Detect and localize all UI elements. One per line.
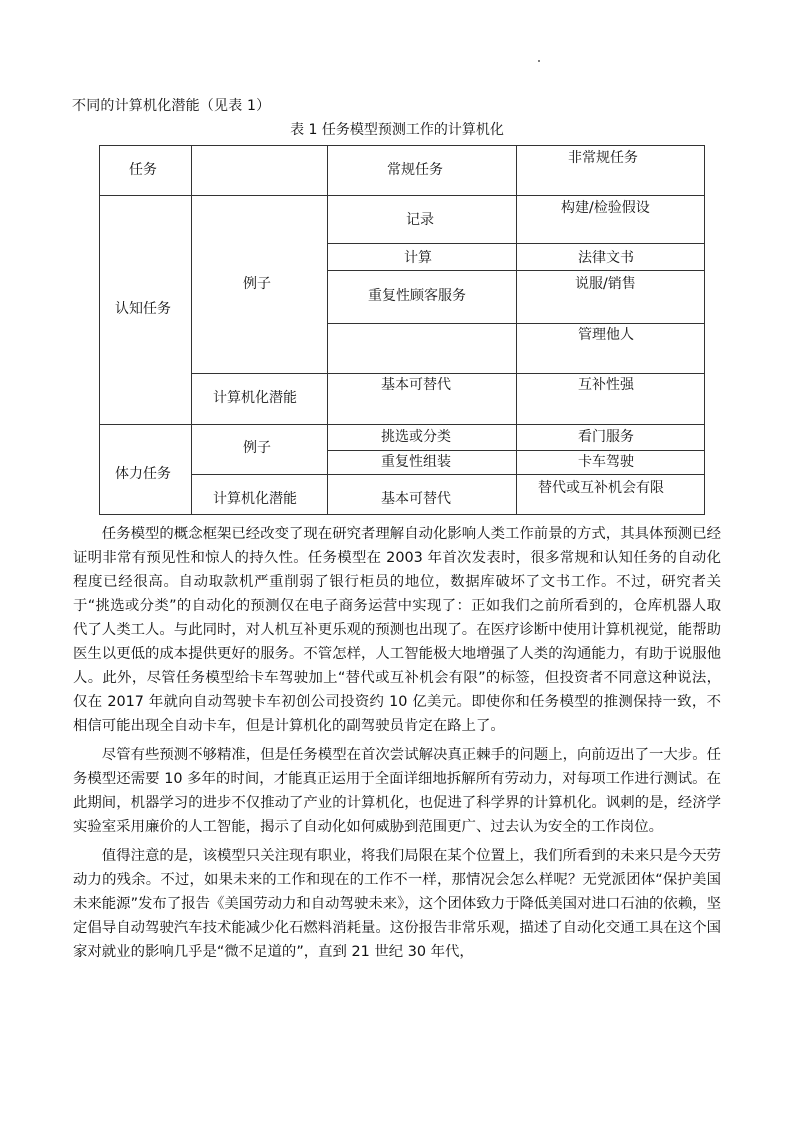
cognitive-potential-label: 计算机化潜能 xyxy=(213,390,297,406)
cognitive-task-label: 认知任务 xyxy=(115,301,171,317)
task-model-table xyxy=(99,145,705,515)
paragraph: 尽管有些预测不够精准，但是任务模型在首次尝试解决真正棘手的问题上，向前迈出了一大步。任务模型还需要 10 多年的时间，才能真正运用于全面详细地拆解所有劳动力，对每项工作进行测试。在此期间，机器学习的进步不仅推动了产业的计算机化，也促进了科学界的计算机化。讽刺的是，经济学实验室采用廉价的人工智能，揭示了自动化如何威胁到范围更广、过去认为安全的工作岗位。 xyxy=(73,747,721,835)
cognitive-nonroutine-example: 说服/销售 xyxy=(575,276,636,292)
physical-routine-example: 重复性组装 xyxy=(381,454,451,470)
table-rule xyxy=(99,195,705,196)
physical-examples-label: 例子 xyxy=(243,440,271,456)
physical-nonroutine-example: 卡车驾驶 xyxy=(578,454,634,470)
header-routine: 常规任务 xyxy=(387,162,443,178)
physical-potential-nonroutine: 替代或互补机会有限 xyxy=(538,480,664,496)
header-nonroutine: 非常规任务 xyxy=(568,150,638,166)
table-border-bottom xyxy=(99,514,705,515)
table-rule xyxy=(191,145,192,515)
table-border-right xyxy=(704,145,705,515)
physical-potential-routine: 基本可替代 xyxy=(381,491,451,507)
paragraph: 任务模型的概念框架已经改变了现在研究者理解自动化影响人类工作前景的方式，其具体预测已经证明非常有预见性和惊人的持久性。任务模型在 2003 年首次发表时，很多常规和认知任务的自动化程度已经很高。自动取款机严重削弱了银行柜员的地位，数据库破坏了文书工作。不过，研究者关于“挑选或分类”的自动化的预测仅在电子商务运营中实现了：正如我们之前所看到的，仓库机器人取代了人类工人。与此同时，对人机互补更乐观的预测也出现了。在医疗诊断中使用计算机视觉，能帮助医生以更低的成本提供更好的服务。不管怎样，人工智能极大地增强了人类的沟通能力，有助于说服他人。此外，尽管任务模型给卡车驾驶加上“替代或互补机会有限”的标签，但投资者不同意这种说法，仅在 2017 年就向自动驾驶卡车初创公司投资约 10 亿美元。即使你和任务模型的推测保持一致，不相信可能出现全自动卡车，但是计算机化的副驾驶员肯定在路上了。 xyxy=(73,526,721,734)
table-rule xyxy=(516,145,517,515)
cognitive-examples-label: 例子 xyxy=(243,276,271,292)
body-text xyxy=(73,522,721,969)
cognitive-potential-nonroutine: 互补性强 xyxy=(578,377,634,393)
cognitive-potential-routine: 基本可替代 xyxy=(381,377,451,393)
table-border-top xyxy=(99,145,705,146)
table-rule xyxy=(191,373,705,374)
physical-potential-label: 计算机化潜能 xyxy=(213,491,297,507)
cognitive-nonroutine-example: 管理他人 xyxy=(578,327,634,343)
cognitive-routine-example: 记录 xyxy=(406,212,434,228)
table-rule xyxy=(191,474,705,475)
physical-nonroutine-example: 看门服务 xyxy=(578,429,634,445)
table-border-left xyxy=(99,145,100,515)
intro-line: 不同的计算机化潜能（见表 1） xyxy=(72,98,271,114)
paragraph: 值得注意的是，该模型只关注现有职业，将我们局限在某个位置上，我们所看到的未来只是今天劳动力的残余。不过，如果未来的工作和现在的工作不一样，那情况会怎么样呢？无党派团体“保护美国未来能源”发布了报告《美国劳动力和自动驾驶未来》，这个团体致力于降低美国对进口石油的依赖，坚定倡导自动驾驶汽车技术能减少化石燃料消耗量。这份报告非常乐观，描述了自动化交通工具在这个国家对就业的影响几乎是“微不足道的”，直到 21 世纪 30 年代， xyxy=(73,848,721,960)
table-caption: 表 1 任务模型预测工作的计算机化 xyxy=(290,122,504,138)
physical-routine-example: 挑选或分类 xyxy=(381,429,451,445)
header-task: 任务 xyxy=(129,162,157,178)
cognitive-routine-example: 重复性顾客服务 xyxy=(368,288,466,304)
table-rule xyxy=(99,424,705,425)
table-rule xyxy=(327,145,328,515)
cognitive-nonroutine-example: 法律文书 xyxy=(578,250,634,266)
cognitive-routine-example: 计算 xyxy=(404,250,432,266)
cognitive-nonroutine-example: 构建/检验假设 xyxy=(561,200,650,216)
physical-task-label: 体力任务 xyxy=(115,466,171,482)
speck xyxy=(538,60,540,62)
